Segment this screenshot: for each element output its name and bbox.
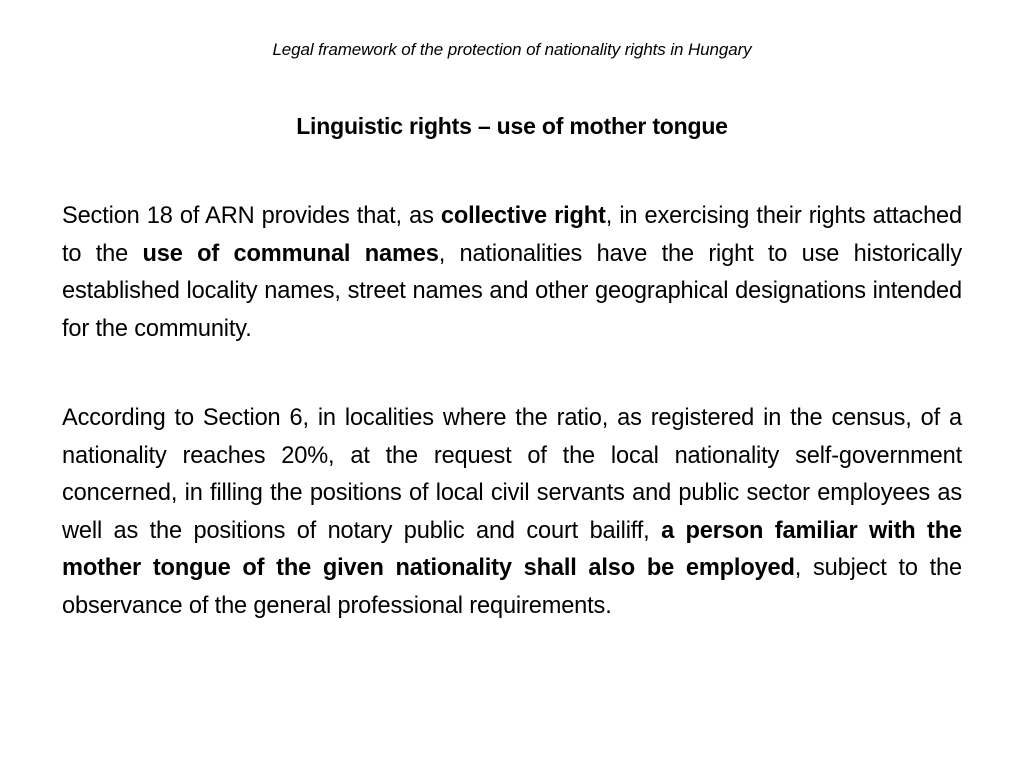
bold-segment: use of communal names xyxy=(142,240,439,267)
text-segment: , nationalities have the right to use historically established locality names, street names and other geographical designations intended for the community. xyxy=(62,240,962,342)
paragraph-section-6 xyxy=(62,400,962,625)
bold-segment: collective right xyxy=(440,203,606,229)
paragraph-section-18 xyxy=(62,198,962,348)
slide-header: Legal framework of the protection of nationality rights in Hungary xyxy=(272,40,752,59)
bold-segment: a person familiar with the mother tongue of the given nationality shall also be employed xyxy=(62,517,962,581)
text-segment: Section 18 of ARN provides that, as xyxy=(62,203,441,229)
text-segment: , subject to the observance of the general professional requirements. xyxy=(62,555,962,619)
text-segment: According to Section 6, in localities where the ratio, as registered in the census, of a nationality reaches 20%, at the request of the local nationality self-government concerned, in filling the positions of local civil servants and public sector employees as well as the positions of notary public and court bailiff, xyxy=(62,405,962,544)
slide-title: Linguistic rights – use of mother tongue xyxy=(296,113,728,139)
text-segment: , in exercising their rights attached to the xyxy=(62,203,962,267)
